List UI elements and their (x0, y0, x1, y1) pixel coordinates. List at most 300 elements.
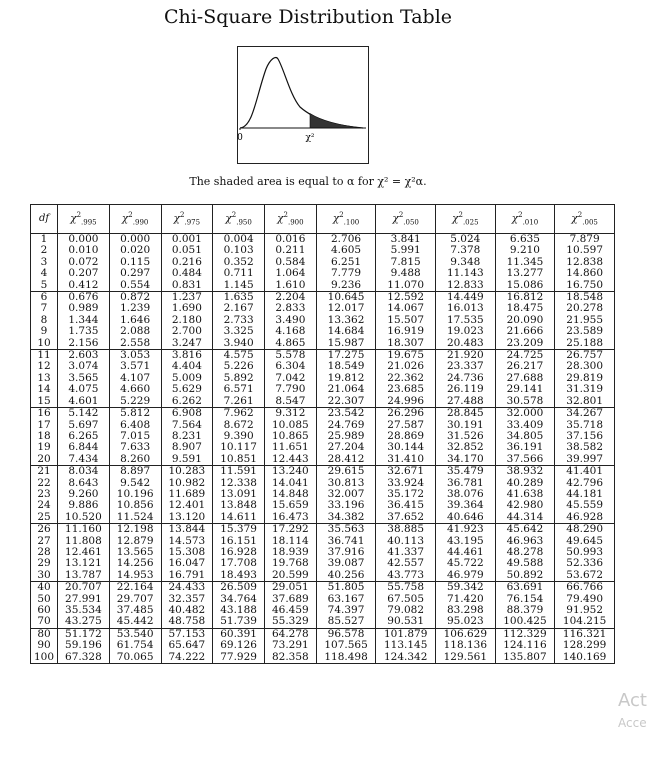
value-cell: 113.145 (376, 640, 436, 651)
df-header: df (31, 205, 58, 234)
value-cell: 16.812 (495, 292, 555, 304)
value-cell: 20.599 (264, 570, 316, 582)
column-header-900: $\chi^2_{.900}$ (264, 205, 316, 234)
value-cell: 9.488 (376, 268, 436, 279)
value-cell: 16.750 (555, 280, 615, 292)
value-cell: 4.107 (109, 373, 161, 384)
value-cell: 25.989 (316, 431, 376, 442)
value-cell: 23.685 (376, 384, 436, 395)
value-cell: 44.181 (555, 489, 615, 500)
value-cell: 5.629 (161, 384, 213, 395)
value-cell: 18.475 (495, 303, 555, 314)
value-cell: 26.509 (213, 582, 265, 594)
value-cell: 3.841 (376, 234, 436, 246)
value-cell: 3.565 (58, 373, 110, 384)
value-cell: 22.362 (376, 373, 436, 384)
value-cell: 85.527 (316, 616, 376, 628)
table-row (31, 338, 615, 350)
value-cell: 79.082 (376, 605, 436, 616)
value-cell: 116.321 (555, 628, 615, 640)
value-cell: 90.531 (376, 616, 436, 628)
value-cell: 27.688 (495, 373, 555, 384)
value-cell: 14.848 (264, 489, 316, 500)
value-cell: 5.578 (264, 350, 316, 362)
value-cell: 95.023 (436, 616, 496, 628)
value-cell: 2.603 (58, 350, 110, 362)
value-cell: 12.338 (213, 478, 265, 489)
value-cell: 38.076 (436, 489, 496, 500)
value-cell: 14.041 (264, 478, 316, 489)
value-cell: 19.023 (436, 326, 496, 337)
value-cell: 11.808 (58, 536, 110, 547)
value-cell: 34.382 (316, 512, 376, 524)
value-cell: 29.819 (555, 373, 615, 384)
value-cell: 34.267 (555, 408, 615, 420)
value-cell: 29.141 (495, 384, 555, 395)
value-cell: 46.459 (264, 605, 316, 616)
value-cell: 16.013 (436, 303, 496, 314)
value-cell: 24.769 (316, 420, 376, 431)
value-cell: 34.764 (213, 594, 265, 605)
value-cell: 43.188 (213, 605, 265, 616)
value-cell: 18.493 (213, 570, 265, 582)
value-cell: 14.684 (316, 326, 376, 337)
density-curve (240, 57, 363, 128)
value-cell: 9.312 (264, 408, 316, 420)
value-cell: 76.154 (495, 594, 555, 605)
value-cell: 28.869 (376, 431, 436, 442)
value-cell: 3.074 (58, 361, 110, 372)
value-cell: 8.034 (58, 466, 110, 478)
value-cell: 12.838 (555, 257, 615, 268)
value-cell: 43.275 (58, 616, 110, 628)
value-cell: 55.329 (264, 616, 316, 628)
value-cell: 24.736 (436, 373, 496, 384)
value-cell: 33.409 (495, 420, 555, 431)
value-cell: 20.090 (495, 315, 555, 326)
value-cell: 51.805 (316, 582, 376, 594)
value-cell: 14.611 (213, 512, 265, 524)
value-cell: 38.932 (495, 466, 555, 478)
value-cell: 11.524 (109, 512, 161, 524)
df-cell: 20 (31, 454, 58, 466)
value-cell: 37.566 (495, 454, 555, 466)
value-cell: 10.117 (213, 442, 265, 453)
value-cell: 128.299 (555, 640, 615, 651)
value-cell: 27.488 (436, 396, 496, 408)
value-cell: 5.009 (161, 373, 213, 384)
value-cell: 13.277 (495, 268, 555, 279)
value-cell: 45.442 (109, 616, 161, 628)
value-cell: 36.781 (436, 478, 496, 489)
value-cell: 61.754 (109, 640, 161, 651)
value-cell: 0.554 (109, 280, 161, 292)
value-cell: 51.739 (213, 616, 265, 628)
value-cell: 0.872 (109, 292, 161, 304)
value-cell: 70.065 (109, 652, 161, 664)
df-cell: 19 (31, 442, 58, 453)
value-cell: 14.449 (436, 292, 496, 304)
value-cell: 63.691 (495, 582, 555, 594)
value-cell: 71.420 (436, 594, 496, 605)
activation-watermark-sub: Acce (618, 716, 647, 730)
value-cell: 0.297 (109, 268, 161, 279)
value-cell: 12.879 (109, 536, 161, 547)
column-header-005: $\chi^2_{.005}$ (555, 205, 615, 234)
value-cell: 10.597 (555, 245, 615, 256)
value-cell: 104.215 (555, 616, 615, 628)
value-cell: 51.172 (58, 628, 110, 640)
value-cell: 7.564 (161, 420, 213, 431)
value-cell: 39.997 (555, 454, 615, 466)
value-cell: 16.791 (161, 570, 213, 582)
value-cell: 0.020 (109, 245, 161, 256)
value-cell: 5.142 (58, 408, 110, 420)
value-cell: 53.672 (555, 570, 615, 582)
value-cell: 38.582 (555, 442, 615, 453)
value-cell: 13.240 (264, 466, 316, 478)
value-cell: 5.229 (109, 396, 161, 408)
value-cell: 7.779 (316, 268, 376, 279)
df-cell: 50 (31, 594, 58, 605)
value-cell: 8.643 (58, 478, 110, 489)
value-cell: 106.629 (436, 628, 496, 640)
df-cell: 13 (31, 373, 58, 384)
value-cell: 20.707 (58, 582, 110, 594)
value-cell: 18.114 (264, 536, 316, 547)
value-cell: 118.136 (436, 640, 496, 651)
value-cell: 40.289 (495, 478, 555, 489)
value-cell: 35.718 (555, 420, 615, 431)
value-cell: 2.700 (161, 326, 213, 337)
value-cell: 49.588 (495, 558, 555, 569)
table-row (31, 652, 615, 664)
value-cell: 21.920 (436, 350, 496, 362)
value-cell: 23.337 (436, 361, 496, 372)
value-cell: 27.587 (376, 420, 436, 431)
df-cell: 14 (31, 384, 58, 395)
value-cell: 13.120 (161, 512, 213, 524)
value-cell: 2.204 (264, 292, 316, 304)
value-cell: 45.559 (555, 500, 615, 511)
value-cell: 30.578 (495, 396, 555, 408)
value-cell: 19.675 (376, 350, 436, 362)
value-cell: 41.337 (376, 547, 436, 558)
value-cell: 13.362 (316, 315, 376, 326)
value-cell: 9.591 (161, 454, 213, 466)
value-cell: 112.329 (495, 628, 555, 640)
value-cell: 74.222 (161, 652, 213, 664)
value-cell: 36.741 (316, 536, 376, 547)
value-cell: 26.296 (376, 408, 436, 420)
table-header-row (31, 205, 615, 234)
value-cell: 17.275 (316, 350, 376, 362)
value-cell: 4.168 (264, 326, 316, 337)
value-cell: 48.278 (495, 547, 555, 558)
value-cell: 9.260 (58, 489, 110, 500)
value-cell: 3.816 (161, 350, 213, 362)
value-cell: 3.940 (213, 338, 265, 350)
value-cell: 28.412 (316, 454, 376, 466)
value-cell: 21.666 (495, 326, 555, 337)
value-cell: 0.711 (213, 268, 265, 279)
df-cell: 7 (31, 303, 58, 314)
value-cell: 65.647 (161, 640, 213, 651)
value-cell: 27.991 (58, 594, 110, 605)
value-cell: 0.000 (109, 234, 161, 246)
value-cell: 7.962 (213, 408, 265, 420)
value-cell: 10.982 (161, 478, 213, 489)
value-cell: 35.534 (58, 605, 110, 616)
table-row (31, 582, 615, 594)
value-cell: 7.015 (109, 431, 161, 442)
value-cell: 59.196 (58, 640, 110, 651)
value-cell: 2.833 (264, 303, 316, 314)
value-cell: 10.851 (213, 454, 265, 466)
column-header-010: $\chi^2_{.010}$ (495, 205, 555, 234)
value-cell: 82.358 (264, 652, 316, 664)
value-cell: 55.758 (376, 582, 436, 594)
value-cell: 1.344 (58, 315, 110, 326)
value-cell: 0.016 (264, 234, 316, 246)
value-cell: 83.298 (436, 605, 496, 616)
value-cell: 3.247 (161, 338, 213, 350)
value-cell: 12.461 (58, 547, 110, 558)
value-cell: 40.646 (436, 512, 496, 524)
chi-square-table (30, 204, 615, 664)
value-cell: 107.565 (316, 640, 376, 651)
value-cell: 1.690 (161, 303, 213, 314)
value-cell: 37.485 (109, 605, 161, 616)
value-cell: 4.075 (58, 384, 110, 395)
value-cell: 118.498 (316, 652, 376, 664)
table-row (31, 384, 615, 395)
value-cell: 2.558 (109, 338, 161, 350)
df-cell: 16 (31, 408, 58, 420)
value-cell: 3.571 (109, 361, 161, 372)
value-cell: 6.251 (316, 257, 376, 268)
value-cell: 0.051 (161, 245, 213, 256)
value-cell: 0.103 (213, 245, 265, 256)
value-cell: 1.237 (161, 292, 213, 304)
value-cell: 8.231 (161, 431, 213, 442)
value-cell: 135.807 (495, 652, 555, 664)
value-cell: 39.364 (436, 500, 496, 511)
value-cell: 32.007 (316, 489, 376, 500)
value-cell: 1.145 (213, 280, 265, 292)
value-cell: 11.070 (376, 280, 436, 292)
value-cell: 8.547 (264, 396, 316, 408)
page-title: Chi-Square Distribution Table (163, 6, 453, 28)
value-cell: 59.342 (436, 582, 496, 594)
chi-square-curve-graphic (238, 47, 368, 163)
value-cell: 14.256 (109, 558, 161, 569)
value-cell: 91.952 (555, 605, 615, 616)
value-cell: 1.646 (109, 315, 161, 326)
df-cell: 30 (31, 570, 58, 582)
value-cell: 32.801 (555, 396, 615, 408)
df-cell: 21 (31, 466, 58, 478)
value-cell: 9.236 (316, 280, 376, 292)
value-cell: 0.072 (58, 257, 110, 268)
value-cell: 2.733 (213, 315, 265, 326)
value-cell: 16.919 (376, 326, 436, 337)
distribution-figure (237, 46, 369, 164)
value-cell: 101.879 (376, 628, 436, 640)
value-cell: 30.191 (436, 420, 496, 431)
value-cell: 22.307 (316, 396, 376, 408)
value-cell: 16.928 (213, 547, 265, 558)
value-cell: 13.848 (213, 500, 265, 511)
value-cell: 7.378 (436, 245, 496, 256)
value-cell: 31.526 (436, 431, 496, 442)
value-cell: 14.067 (376, 303, 436, 314)
value-cell: 8.897 (109, 466, 161, 478)
value-cell: 13.091 (213, 489, 265, 500)
value-cell: 7.042 (264, 373, 316, 384)
value-cell: 5.226 (213, 361, 265, 372)
origin-label: 0 (237, 133, 243, 143)
value-cell: 42.557 (376, 558, 436, 569)
value-cell: 23.542 (316, 408, 376, 420)
value-cell: 15.379 (213, 524, 265, 536)
df-cell: 12 (31, 361, 58, 372)
value-cell: 7.434 (58, 454, 110, 466)
value-cell: 96.578 (316, 628, 376, 640)
df-cell: 29 (31, 558, 58, 569)
value-cell: 14.860 (555, 268, 615, 279)
value-cell: 24.996 (376, 396, 436, 408)
value-cell: 10.520 (58, 512, 110, 524)
value-cell: 18.549 (316, 361, 376, 372)
value-cell: 0.010 (58, 245, 110, 256)
value-cell: 4.575 (213, 350, 265, 362)
value-cell: 34.170 (436, 454, 496, 466)
column-header-950: $\chi^2_{.950}$ (213, 205, 265, 234)
value-cell: 9.390 (213, 431, 265, 442)
value-cell: 67.328 (58, 652, 110, 664)
df-cell: 18 (31, 431, 58, 442)
value-cell: 129.561 (436, 652, 496, 664)
value-cell: 11.591 (213, 466, 265, 478)
value-cell: 40.256 (316, 570, 376, 582)
value-cell: 12.198 (109, 524, 161, 536)
value-cell: 11.651 (264, 442, 316, 453)
value-cell: 26.757 (555, 350, 615, 362)
column-header-975: $\chi^2_{.975}$ (161, 205, 213, 234)
value-cell: 6.908 (161, 408, 213, 420)
value-cell: 11.143 (436, 268, 496, 279)
value-cell: 50.892 (495, 570, 555, 582)
table-body (31, 234, 615, 664)
value-cell: 23.589 (555, 326, 615, 337)
value-cell: 37.689 (264, 594, 316, 605)
value-cell: 74.397 (316, 605, 376, 616)
value-cell: 40.482 (161, 605, 213, 616)
value-cell: 32.000 (495, 408, 555, 420)
value-cell: 6.844 (58, 442, 110, 453)
value-cell: 33.196 (316, 500, 376, 511)
value-cell: 3.490 (264, 315, 316, 326)
value-cell: 48.758 (161, 616, 213, 628)
value-cell: 0.115 (109, 257, 161, 268)
value-cell: 13.787 (58, 570, 110, 582)
table-row (31, 280, 615, 292)
value-cell: 12.017 (316, 303, 376, 314)
df-cell: 2 (31, 245, 58, 256)
value-cell: 69.126 (213, 640, 265, 651)
value-cell: 27.204 (316, 442, 376, 453)
value-cell: 39.087 (316, 558, 376, 569)
value-cell: 41.638 (495, 489, 555, 500)
df-cell: 3 (31, 257, 58, 268)
value-cell: 32.671 (376, 466, 436, 478)
df-cell: 22 (31, 478, 58, 489)
value-cell: 88.379 (495, 605, 555, 616)
value-cell: 8.260 (109, 454, 161, 466)
value-cell: 11.689 (161, 489, 213, 500)
value-cell: 35.563 (316, 524, 376, 536)
value-cell: 63.167 (316, 594, 376, 605)
value-cell: 0.004 (213, 234, 265, 246)
table-row (31, 396, 615, 408)
table-row (31, 326, 615, 337)
value-cell: 15.659 (264, 500, 316, 511)
df-cell: 10 (31, 338, 58, 350)
value-cell: 44.461 (436, 547, 496, 558)
value-cell: 7.815 (376, 257, 436, 268)
value-cell: 3.325 (213, 326, 265, 337)
value-cell: 0.584 (264, 257, 316, 268)
value-cell: 37.156 (555, 431, 615, 442)
value-cell: 30.813 (316, 478, 376, 489)
table-row (31, 408, 615, 420)
value-cell: 57.153 (161, 628, 213, 640)
value-cell: 0.989 (58, 303, 110, 314)
value-cell: 20.483 (436, 338, 496, 350)
value-cell: 43.195 (436, 536, 496, 547)
value-cell: 21.955 (555, 315, 615, 326)
column-header-100: $\chi^2_{.100}$ (316, 205, 376, 234)
value-cell: 11.160 (58, 524, 110, 536)
table-row (31, 442, 615, 453)
value-cell: 6.262 (161, 396, 213, 408)
value-cell: 1.610 (264, 280, 316, 292)
value-cell: 31.410 (376, 454, 436, 466)
value-cell: 32.852 (436, 442, 496, 453)
value-cell: 11.345 (495, 257, 555, 268)
value-cell: 0.216 (161, 257, 213, 268)
value-cell: 19.768 (264, 558, 316, 569)
value-cell: 16.473 (264, 512, 316, 524)
value-cell: 19.812 (316, 373, 376, 384)
value-cell: 46.928 (555, 512, 615, 524)
value-cell: 15.308 (161, 547, 213, 558)
value-cell: 10.085 (264, 420, 316, 431)
value-cell: 16.047 (161, 558, 213, 569)
value-cell: 18.939 (264, 547, 316, 558)
value-cell: 2.156 (58, 338, 110, 350)
value-cell: 64.278 (264, 628, 316, 640)
value-cell: 46.963 (495, 536, 555, 547)
value-cell: 0.831 (161, 280, 213, 292)
df-cell: 60 (31, 605, 58, 616)
value-cell: 79.490 (555, 594, 615, 605)
value-cell: 48.290 (555, 524, 615, 536)
value-cell: 6.265 (58, 431, 110, 442)
value-cell: 49.645 (555, 536, 615, 547)
value-cell: 0.000 (58, 234, 110, 246)
